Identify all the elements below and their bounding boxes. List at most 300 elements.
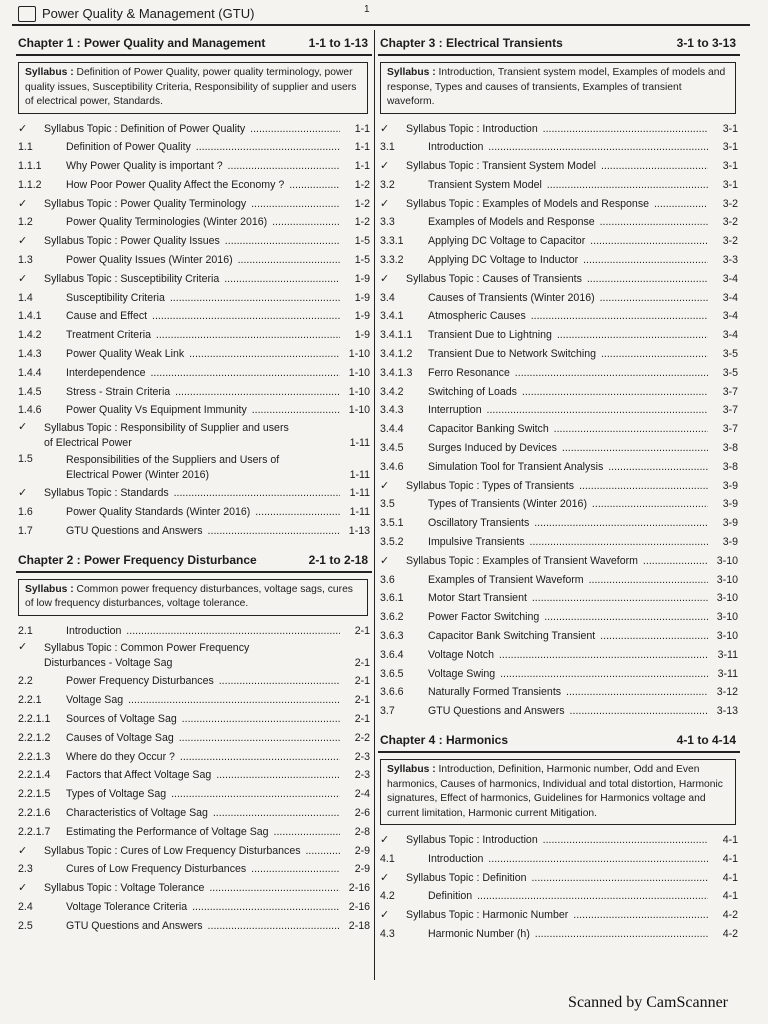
book-title: Power Quality & Management (GTU) [42, 6, 255, 21]
page-number: 3-13 [715, 702, 738, 721]
entry-leader [66, 898, 340, 917]
section-number: 3.3.1 [380, 235, 404, 248]
chapter-page-range: 3-1 to 3-13 [676, 36, 736, 50]
toc-entry[interactable] [378, 232, 740, 251]
entry-title: Syllabus Topic : Examples of Transient Waveform [406, 554, 638, 567]
entry-leader [428, 213, 708, 232]
entry-title: Introduction [428, 852, 484, 865]
entry-leader [44, 484, 340, 503]
entry-leader [66, 691, 340, 710]
page-number: 1-13 [347, 522, 370, 541]
entry-title: Examples of Models and Response [428, 216, 595, 229]
toc-entry[interactable] [16, 251, 372, 270]
toc-entry[interactable] [378, 420, 740, 439]
scanner-watermark: Scanned by CamScanner [568, 994, 728, 1011]
page-number: 3-11 [716, 646, 738, 665]
section-number: 2.5 [18, 919, 33, 932]
page-header [12, 4, 752, 26]
entry-title: Capacitor Banking Switch [428, 423, 549, 436]
entry-leader [44, 879, 340, 898]
entry-leader [406, 157, 708, 176]
toc-entry[interactable] [378, 364, 740, 383]
section-number: 3.4.1 [380, 310, 404, 323]
toc-entry[interactable] [378, 401, 740, 420]
entry-title: Harmonic Number (h) [428, 927, 530, 940]
page-number: 2-8 [353, 823, 370, 842]
section-number: 3.6.1 [380, 592, 404, 605]
syllabus-box [18, 579, 368, 616]
page-number: 4-1 [721, 831, 738, 850]
checkmark-icon: ✓ [380, 272, 390, 285]
section-number: 3.4.1.2 [380, 348, 413, 361]
entry-title: Syllabus Topic : Definition [406, 871, 527, 884]
entry-title: GTU Questions and Answers [428, 705, 565, 718]
page-number: 1-9 [353, 289, 370, 308]
section-number: 4.3 [380, 927, 395, 940]
toc-entry[interactable] [378, 608, 740, 627]
entry-leader [428, 571, 708, 590]
entry-leader [66, 138, 340, 157]
page-number: 3-7 [721, 420, 738, 439]
toc-entry[interactable] [16, 138, 372, 157]
chapter-heading [378, 727, 740, 753]
entry-title: Causes of Transients (Winter 2016) [428, 291, 595, 304]
page-number: 3-10 [715, 552, 738, 571]
toc-entry[interactable] [16, 785, 372, 804]
section-number: 3.6.5 [380, 667, 404, 680]
syllabus-topic-row[interactable] [16, 842, 372, 861]
entry-leader [428, 514, 708, 533]
toc-entry[interactable] [378, 326, 740, 345]
entry-title: Types of Transients (Winter 2016) [428, 498, 587, 511]
page-number: 3-7 [721, 383, 738, 402]
entry-title: Syllabus Topic : Introduction [406, 834, 538, 846]
section-number: 3.7 [380, 705, 395, 718]
section-number: 1.1.1 [18, 160, 42, 173]
syllabus-topic-row[interactable] [378, 477, 740, 496]
page-number: 1-1 [353, 138, 370, 157]
entry-title: Syllabus Topic : Transient System Model [406, 160, 596, 173]
entry-title: Syllabus Topic : Power Quality Issues [44, 235, 220, 248]
section-number: 3.5.2 [380, 536, 404, 549]
toc-entry[interactable] [378, 665, 740, 684]
entry-title: Motor Start Transient [428, 592, 527, 605]
entry-title: Estimating the Performance of Voltage Sag [66, 825, 269, 838]
page-number: 2-6 [353, 804, 370, 823]
section-number: 3.4.6 [380, 460, 404, 473]
entry-title: Transient Due to Lightning [428, 329, 552, 342]
chapter-heading [16, 547, 372, 573]
entry-leader [66, 766, 340, 785]
entry-title: Syllabus Topic : Harmonic Number [406, 909, 569, 922]
syllabus-label: Syllabus : [387, 764, 436, 775]
toc-entry[interactable] [16, 710, 372, 729]
page-number: 1-10 [347, 364, 370, 383]
toc-entry[interactable] [16, 157, 372, 176]
entry-leader [428, 138, 708, 157]
entry-title: Simulation Tool for Transient Analysis [428, 460, 604, 473]
syllabus-topic-row[interactable] [378, 120, 740, 139]
section-number: 3.4.3 [380, 404, 404, 417]
syllabus-label: Syllabus : [25, 67, 74, 78]
toc-entry[interactable] [16, 766, 372, 785]
toc-entry[interactable] [378, 495, 740, 514]
checkmark-icon: ✓ [380, 160, 390, 173]
checkmark-icon: ✓ [18, 272, 28, 285]
entry-leader [406, 477, 708, 496]
chapter-page-range: 4-1 to 4-14 [676, 733, 736, 747]
entry-title-line-2: Disturbances - Voltage Sag ..... [44, 656, 340, 673]
toc-entry[interactable] [16, 917, 372, 936]
page-number: 1-2 [353, 213, 370, 232]
toc-entry[interactable] [378, 383, 740, 402]
toc-entry[interactable] [378, 589, 740, 608]
entry-title: Ferro Resonance [428, 366, 510, 379]
toc-entry[interactable] [378, 925, 740, 944]
toc-entry[interactable] [16, 383, 372, 402]
syllabus-topic-row[interactable] [378, 270, 740, 289]
entry-leader [428, 458, 708, 477]
entry-leader [428, 439, 708, 458]
page-number: 3-1 [721, 176, 738, 195]
page-number: 2-4 [353, 785, 370, 804]
entry-title: Treatment Criteria [66, 329, 151, 342]
entry-leader [66, 251, 340, 270]
entry-leader [428, 665, 708, 684]
entry-leader [428, 326, 708, 345]
chapter-1-section [16, 30, 372, 541]
entry-title: Voltage Sag [66, 694, 124, 707]
entry-leader [428, 420, 708, 439]
toc-entry[interactable] [16, 522, 372, 541]
syllabus-topic-row[interactable] [378, 552, 740, 571]
toc-entry[interactable] [378, 138, 740, 157]
entry-title: Transient System Model [428, 178, 542, 191]
entry-title: Why Power Quality is important ? [66, 160, 223, 173]
section-number: 1.4.5 [18, 385, 42, 398]
section-number: 2.2.1 [18, 694, 42, 707]
page-number: 3-10 [715, 627, 738, 646]
entry-title: Syllabus Topic : Voltage Tolerance [44, 882, 205, 895]
page-number: 3-8 [721, 458, 738, 477]
toc-entry[interactable] [16, 748, 372, 767]
entry-leader [66, 622, 340, 641]
section-number: 2.4 [18, 901, 33, 913]
syllabus-label: Syllabus : [25, 583, 74, 595]
section-number: 3.6 [380, 573, 395, 586]
page-number: 2-9 [353, 842, 370, 861]
section-number: 3.2 [380, 178, 395, 191]
section-number: 3.5.1 [380, 517, 404, 530]
section-number: 1.7 [18, 524, 33, 537]
entry-leader [44, 842, 340, 861]
entry-leader [428, 589, 708, 608]
toc-entry[interactable] [16, 326, 372, 345]
page-number: 1-5 [353, 232, 370, 251]
page-number: 3-1 [721, 157, 738, 176]
entry-title: Syllabus Topic : Introduction [406, 122, 538, 135]
chapter-title: Chapter 1 : Power Quality and Management [18, 36, 266, 50]
entry-title: Capacitor Bank Switching Transient [428, 630, 596, 643]
section-number: 3.6.6 [380, 686, 404, 699]
entry-title: Where do they Occur ? [66, 750, 175, 763]
toc-entry[interactable] [378, 289, 740, 308]
entry-title: Syllabus Topic : Power Quality Terminology [44, 197, 247, 210]
entry-title: Susceptibility Criteria [66, 291, 165, 304]
chapter-title: Chapter 4 : Harmonics [380, 733, 509, 747]
toc-entry[interactable] [378, 533, 740, 552]
toc-entry[interactable] [16, 729, 372, 748]
section-number: 4.2 [380, 890, 395, 903]
header-divider [12, 24, 750, 26]
entry-leader [66, 326, 340, 345]
entry-leader [406, 195, 708, 214]
toc-entry[interactable] [16, 307, 372, 326]
section-number: 3.6.2 [380, 611, 404, 624]
syllabus-topic-row[interactable] [16, 879, 372, 898]
entry-leader [66, 522, 340, 541]
page-number: 4-1 [721, 850, 738, 869]
entry-title: Definition [428, 890, 473, 903]
toc-entry[interactable] [16, 860, 372, 879]
section-number: 3.4.1.3 [380, 366, 413, 379]
syllabus-topic-row[interactable] [378, 831, 740, 850]
toc-entry[interactable] [378, 571, 740, 590]
toc-entry[interactable] [16, 691, 372, 710]
section-number: 3.6.4 [380, 648, 404, 661]
toc-entry[interactable] [16, 176, 372, 195]
chapter-page-range: 2-1 to 2-18 [308, 552, 368, 567]
toc-entry[interactable] [378, 646, 740, 665]
publisher-logo-icon [18, 6, 36, 22]
entry-title [66, 453, 340, 485]
entry-leader [66, 710, 340, 729]
toc-entry[interactable] [378, 458, 740, 477]
syllabus-topic-row[interactable] [378, 157, 740, 176]
chapter-3-section [378, 30, 740, 721]
syllabus-topic-row[interactable] [16, 270, 372, 289]
entry-leader [44, 232, 340, 251]
entry-title: Cures of Low Frequency Disturbances [66, 863, 247, 876]
entry-title: Introduction [66, 624, 122, 637]
page-number: 1-10 [347, 383, 370, 402]
page-number: 2-1 [353, 710, 370, 729]
entry-leader [406, 120, 708, 139]
entry-title: Transient Due to Network Switching [428, 348, 596, 361]
page-number: 3-8 [721, 439, 738, 458]
chapter-4-section [378, 727, 740, 944]
section-number: 1.4.2 [18, 329, 42, 342]
checkmark-icon: ✓ [380, 834, 390, 846]
entry-title: Syllabus Topic : Susceptibility Criteria [44, 272, 220, 285]
syllabus-topic-row[interactable] [16, 420, 372, 452]
page-marker: 1 [364, 4, 370, 15]
entry-leader [406, 552, 708, 571]
page-number: 4-2 [721, 925, 738, 944]
toc-entry[interactable] [378, 176, 740, 195]
syllabus-topic-row[interactable] [16, 640, 372, 672]
entry-title: Power Factor Switching [428, 611, 540, 624]
entry-leader [428, 683, 708, 702]
toc-entry[interactable] [378, 251, 740, 270]
page-number: 4-1 [721, 887, 738, 906]
entry-title: Syllabus Topic : Standards [44, 487, 169, 500]
checkmark-icon: ✓ [380, 554, 390, 567]
page-number: 2-9 [353, 860, 370, 879]
toc-entry[interactable] [378, 850, 740, 869]
section-number: 1.3 [18, 254, 33, 267]
entry-leader [66, 823, 340, 842]
toc-entry[interactable] [16, 289, 372, 308]
page-number: 2-3 [353, 748, 370, 767]
page-number: 2-1 [353, 691, 370, 710]
section-number: 4.1 [380, 852, 395, 865]
section-number: 2.2.1.7 [18, 825, 51, 838]
checkmark-icon: ✓ [18, 122, 28, 135]
section-number: 3.4 [380, 291, 395, 304]
entry-title: Surges Induced by Devices [428, 442, 557, 455]
entry-title: Cause and Effect [66, 310, 148, 323]
toc-entry[interactable] [378, 213, 740, 232]
entry-title: Applying DC Voltage to Inductor [428, 254, 579, 267]
entry-leader [66, 917, 340, 936]
section-number: 1.1 [18, 141, 33, 154]
toc-entry[interactable] [378, 439, 740, 458]
section-number: 3.3.2 [380, 254, 404, 267]
entry-leader [66, 307, 340, 326]
section-number: 1.6 [18, 506, 33, 519]
entry-title: Factors that Affect Voltage Sag [66, 769, 212, 782]
page-number: 1-9 [353, 326, 370, 345]
page-number: 3-9 [721, 533, 738, 552]
right-column [378, 30, 740, 944]
toc-entry[interactable] [16, 452, 372, 484]
entry-title: Types of Voltage Sag [66, 788, 167, 801]
entry-leader [66, 804, 340, 823]
toc-entry[interactable] [378, 887, 740, 906]
section-number: 3.3 [380, 216, 395, 229]
entry-title-line-2: Electrical Power (Winter 2016) ..... [66, 468, 340, 485]
entry-title-line-1: Responsibilities of the Suppliers and Users of [66, 454, 280, 467]
syllabus-topic-row[interactable] [378, 195, 740, 214]
entry-title-line-1: Syllabus Topic : Responsibility of Supplier and users [44, 422, 289, 435]
page-number: 3-4 [721, 307, 738, 326]
entry-title: Characteristics of Voltage Sag [66, 807, 208, 820]
toc-entry[interactable] [16, 672, 372, 691]
page-number: 1-9 [353, 307, 370, 326]
section-number: 2.2.1.6 [18, 807, 51, 820]
syllabus-topic-row[interactable] [378, 869, 740, 888]
entry-leader [428, 345, 708, 364]
toc-entry[interactable] [378, 307, 740, 326]
toc-entry[interactable] [16, 213, 372, 232]
page-number: 1-10 [347, 345, 370, 364]
page-number: 3-12 [715, 683, 738, 702]
chapter-title: Chapter 2 : Power Frequency Disturbance [18, 552, 257, 567]
page-number: 3-4 [721, 289, 738, 308]
toc-entry[interactable] [16, 364, 372, 383]
page-number: 3-11 [716, 665, 738, 684]
toc-entry[interactable] [16, 823, 372, 842]
syllabus-text: Common power frequency disturbances, voltage sags, cures of low frequency disturbances, voltage tolerance. [25, 583, 353, 610]
toc-entry[interactable] [378, 345, 740, 364]
entry-title [44, 421, 340, 453]
page-number: 3-1 [721, 120, 738, 139]
syllabus-topic-row[interactable] [16, 120, 372, 139]
toc-entry[interactable] [378, 627, 740, 646]
toc-entry[interactable] [16, 503, 372, 522]
checkmark-icon: ✓ [18, 487, 28, 500]
page-number: 2-1 [353, 622, 370, 641]
entry-title: Oscillatory Transients [428, 517, 530, 530]
entry-leader [66, 503, 340, 522]
entry-leader [406, 869, 708, 888]
section-number: 3.4.4 [380, 423, 404, 436]
checkmark-icon: ✓ [18, 235, 28, 248]
page-number: 3-4 [721, 326, 738, 345]
toc-entry[interactable] [16, 401, 372, 420]
entry-leader [406, 831, 708, 850]
entry-leader [428, 925, 708, 944]
entry-title-line-1: Syllabus Topic : Common Power Frequency [44, 642, 250, 655]
entry-leader [428, 702, 708, 721]
section-number: 2.2.1.5 [18, 788, 51, 801]
entry-leader [66, 401, 340, 420]
entry-title: How Poor Power Quality Affect the Economy ? [66, 178, 285, 191]
syllabus-text: Definition of Power Quality, power quality terminology, power quality issues, Susceptibility Criteria, Responsibility of supplier and users of electrical power, Standards. [25, 67, 357, 107]
checkmark-icon: ✓ [18, 641, 28, 654]
syllabus-topic-row[interactable] [16, 232, 372, 251]
toc-entry[interactable] [378, 514, 740, 533]
page-number: 1-9 [353, 270, 370, 289]
entry-leader [66, 860, 340, 879]
section-number: 2.3 [18, 863, 33, 876]
section-number: 2.1 [18, 624, 33, 637]
entry-title: GTU Questions and Answers [66, 919, 203, 932]
toc-entry[interactable] [378, 683, 740, 702]
page-number: 2-1 [354, 657, 370, 670]
entry-leader [66, 748, 340, 767]
syllabus-topic-row[interactable] [378, 906, 740, 925]
syllabus-topic-row[interactable] [16, 195, 372, 214]
entry-title: Syllabus Topic : Definition of Power Quality [44, 122, 246, 135]
entry-title: Switching of Loads [428, 385, 517, 398]
page-number: 3-5 [721, 364, 738, 383]
page-number: 3-1 [721, 138, 738, 157]
toc-entry[interactable] [16, 898, 372, 917]
page-number: 3-10 [715, 589, 738, 608]
toc-entry[interactable] [378, 702, 740, 721]
section-number: 3.4.5 [380, 442, 404, 455]
entry-leader [66, 785, 340, 804]
syllabus-label: Syllabus : [387, 67, 436, 78]
toc-entry[interactable] [16, 804, 372, 823]
syllabus-topic-row[interactable] [16, 484, 372, 503]
entry-leader [406, 270, 708, 289]
page-number: 1-1 [353, 120, 370, 139]
entry-leader [428, 887, 708, 906]
toc-entry[interactable] [16, 345, 372, 364]
section-number: 1.5 [18, 453, 33, 466]
entry-leader [428, 307, 708, 326]
section-number: 3.4.1.1 [380, 329, 413, 342]
toc-entry[interactable] [16, 622, 372, 641]
entry-title: Syllabus Topic : Causes of Transients [406, 272, 582, 285]
entry-title: Voltage Tolerance Criteria [66, 901, 188, 913]
section-number: 3.5 [380, 498, 395, 511]
entry-leader [66, 672, 340, 691]
section-number: 1.4 [18, 291, 33, 304]
